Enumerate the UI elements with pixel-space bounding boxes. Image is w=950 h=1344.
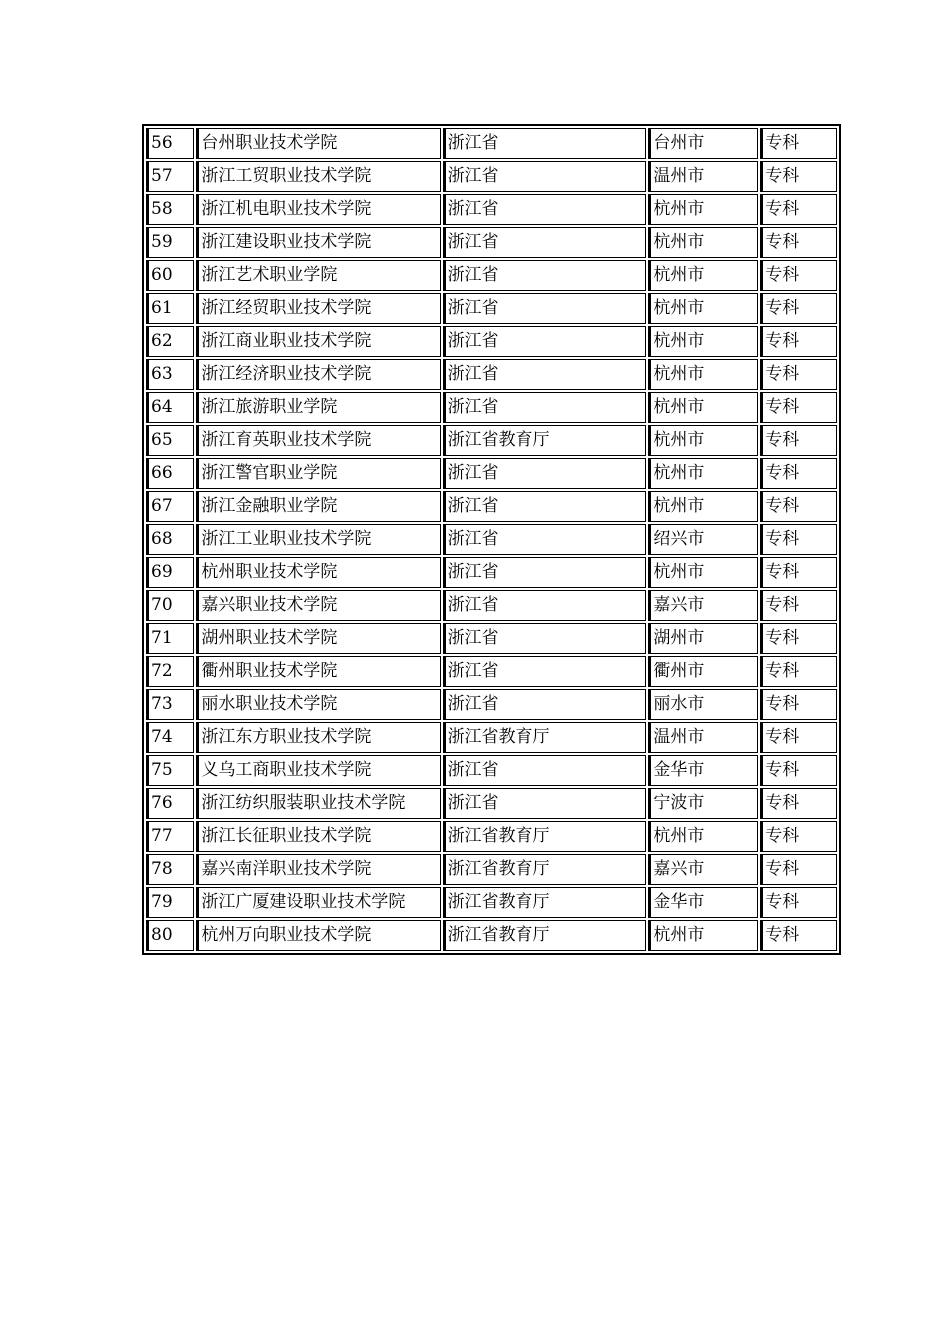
row-number-cell: 79 [146, 887, 194, 918]
level-cell: 专科 [760, 623, 837, 654]
college-table-body [146, 128, 837, 951]
table-row [146, 491, 837, 522]
table-row [146, 260, 837, 291]
level-cell: 专科 [760, 821, 837, 852]
row-number-cell: 59 [146, 227, 194, 258]
college-name-cell: 浙江艺术职业学院 [196, 260, 440, 291]
level-cell: 专科 [760, 227, 837, 258]
level-cell: 专科 [760, 194, 837, 225]
college-name-cell: 浙江旅游职业学院 [196, 392, 440, 423]
level-cell: 专科 [760, 491, 837, 522]
table-row [146, 227, 837, 258]
college-name-cell: 浙江工业职业技术学院 [196, 524, 440, 555]
table-row [146, 887, 837, 918]
table-row [146, 194, 837, 225]
authority-cell: 浙江省 [443, 623, 647, 654]
college-name-cell: 浙江经贸职业技术学院 [196, 293, 440, 324]
table-row [146, 788, 837, 819]
city-cell: 台州市 [648, 128, 758, 159]
authority-cell: 浙江省 [443, 260, 647, 291]
row-number-cell: 62 [146, 326, 194, 357]
level-cell: 专科 [760, 590, 837, 621]
college-name-cell: 浙江育英职业技术学院 [196, 425, 440, 456]
college-name-cell: 浙江长征职业技术学院 [196, 821, 440, 852]
row-number-cell: 73 [146, 689, 194, 720]
college-name-cell: 台州职业技术学院 [196, 128, 440, 159]
city-cell: 杭州市 [648, 425, 758, 456]
level-cell: 专科 [760, 755, 837, 786]
city-cell: 杭州市 [648, 491, 758, 522]
level-cell: 专科 [760, 524, 837, 555]
authority-cell: 浙江省 [443, 326, 647, 357]
level-cell: 专科 [760, 920, 837, 951]
table-row [146, 161, 837, 192]
city-cell: 宁波市 [648, 788, 758, 819]
level-cell: 专科 [760, 293, 837, 324]
row-number-cell: 75 [146, 755, 194, 786]
college-name-cell: 浙江经济职业技术学院 [196, 359, 440, 390]
college-name-cell: 嘉兴职业技术学院 [196, 590, 440, 621]
row-number-cell: 77 [146, 821, 194, 852]
table-row [146, 854, 837, 885]
authority-cell: 浙江省教育厅 [443, 920, 647, 951]
authority-cell: 浙江省 [443, 161, 647, 192]
level-cell: 专科 [760, 557, 837, 588]
authority-cell: 浙江省 [443, 524, 647, 555]
table-row [146, 293, 837, 324]
row-number-cell: 72 [146, 656, 194, 687]
level-cell: 专科 [760, 656, 837, 687]
row-number-cell: 64 [146, 392, 194, 423]
authority-cell: 浙江省教育厅 [443, 854, 647, 885]
authority-cell: 浙江省 [443, 755, 647, 786]
college-table-container [142, 124, 841, 955]
row-number-cell: 70 [146, 590, 194, 621]
authority-cell: 浙江省 [443, 128, 647, 159]
table-row [146, 557, 837, 588]
city-cell: 金华市 [648, 755, 758, 786]
table-row [146, 524, 837, 555]
city-cell: 衢州市 [648, 656, 758, 687]
authority-cell: 浙江省教育厅 [443, 887, 647, 918]
authority-cell: 浙江省 [443, 491, 647, 522]
city-cell: 绍兴市 [648, 524, 758, 555]
table-row [146, 722, 837, 753]
college-name-cell: 浙江东方职业技术学院 [196, 722, 440, 753]
level-cell: 专科 [760, 722, 837, 753]
level-cell: 专科 [760, 359, 837, 390]
row-number-cell: 78 [146, 854, 194, 885]
authority-cell: 浙江省 [443, 392, 647, 423]
row-number-cell: 60 [146, 260, 194, 291]
table-row [146, 755, 837, 786]
level-cell: 专科 [760, 458, 837, 489]
level-cell: 专科 [760, 854, 837, 885]
college-name-cell: 丽水职业技术学院 [196, 689, 440, 720]
college-name-cell: 浙江纺织服装职业技术学院 [196, 788, 440, 819]
authority-cell: 浙江省 [443, 689, 647, 720]
table-row [146, 326, 837, 357]
level-cell: 专科 [760, 326, 837, 357]
authority-cell: 浙江省教育厅 [443, 425, 647, 456]
row-number-cell: 56 [146, 128, 194, 159]
row-number-cell: 80 [146, 920, 194, 951]
authority-cell: 浙江省 [443, 458, 647, 489]
city-cell: 金华市 [648, 887, 758, 918]
row-number-cell: 63 [146, 359, 194, 390]
authority-cell: 浙江省 [443, 557, 647, 588]
level-cell: 专科 [760, 392, 837, 423]
city-cell: 杭州市 [648, 227, 758, 258]
row-number-cell: 65 [146, 425, 194, 456]
level-cell: 专科 [760, 161, 837, 192]
row-number-cell: 76 [146, 788, 194, 819]
authority-cell: 浙江省 [443, 590, 647, 621]
row-number-cell: 69 [146, 557, 194, 588]
city-cell: 杭州市 [648, 920, 758, 951]
city-cell: 丽水市 [648, 689, 758, 720]
level-cell: 专科 [760, 425, 837, 456]
table-row [146, 425, 837, 456]
table-row [146, 458, 837, 489]
authority-cell: 浙江省教育厅 [443, 722, 647, 753]
city-cell: 嘉兴市 [648, 590, 758, 621]
row-number-cell: 66 [146, 458, 194, 489]
city-cell: 杭州市 [648, 260, 758, 291]
row-number-cell: 74 [146, 722, 194, 753]
city-cell: 杭州市 [648, 392, 758, 423]
city-cell: 杭州市 [648, 194, 758, 225]
city-cell: 杭州市 [648, 821, 758, 852]
level-cell: 专科 [760, 788, 837, 819]
level-cell: 专科 [760, 689, 837, 720]
city-cell: 杭州市 [648, 458, 758, 489]
college-name-cell: 浙江广厦建设职业技术学院 [196, 887, 440, 918]
authority-cell: 浙江省 [443, 359, 647, 390]
city-cell: 杭州市 [648, 326, 758, 357]
city-cell: 温州市 [648, 722, 758, 753]
city-cell: 杭州市 [648, 359, 758, 390]
table-row [146, 590, 837, 621]
row-number-cell: 61 [146, 293, 194, 324]
level-cell: 专科 [760, 128, 837, 159]
table-row [146, 821, 837, 852]
city-cell: 温州市 [648, 161, 758, 192]
table-row [146, 392, 837, 423]
college-name-cell: 浙江工贸职业技术学院 [196, 161, 440, 192]
row-number-cell: 68 [146, 524, 194, 555]
authority-cell: 浙江省 [443, 788, 647, 819]
table-row [146, 920, 837, 951]
college-name-cell: 杭州万向职业技术学院 [196, 920, 440, 951]
table-row [146, 128, 837, 159]
college-name-cell: 杭州职业技术学院 [196, 557, 440, 588]
authority-cell: 浙江省教育厅 [443, 821, 647, 852]
city-cell: 杭州市 [648, 293, 758, 324]
level-cell: 专科 [760, 260, 837, 291]
row-number-cell: 58 [146, 194, 194, 225]
authority-cell: 浙江省 [443, 656, 647, 687]
authority-cell: 浙江省 [443, 227, 647, 258]
table-row [146, 689, 837, 720]
table-row [146, 359, 837, 390]
city-cell: 杭州市 [648, 557, 758, 588]
college-name-cell: 嘉兴南洋职业技术学院 [196, 854, 440, 885]
college-name-cell: 衢州职业技术学院 [196, 656, 440, 687]
college-name-cell: 浙江商业职业技术学院 [196, 326, 440, 357]
row-number-cell: 71 [146, 623, 194, 654]
row-number-cell: 67 [146, 491, 194, 522]
table-row [146, 623, 837, 654]
college-name-cell: 浙江警官职业学院 [196, 458, 440, 489]
authority-cell: 浙江省 [443, 293, 647, 324]
college-name-cell: 义乌工商职业技术学院 [196, 755, 440, 786]
college-name-cell: 浙江金融职业学院 [196, 491, 440, 522]
city-cell: 嘉兴市 [648, 854, 758, 885]
college-name-cell: 湖州职业技术学院 [196, 623, 440, 654]
college-name-cell: 浙江机电职业技术学院 [196, 194, 440, 225]
table-row [146, 656, 837, 687]
authority-cell: 浙江省 [443, 194, 647, 225]
level-cell: 专科 [760, 887, 837, 918]
city-cell: 湖州市 [648, 623, 758, 654]
college-table [144, 126, 839, 953]
row-number-cell: 57 [146, 161, 194, 192]
college-name-cell: 浙江建设职业技术学院 [196, 227, 440, 258]
